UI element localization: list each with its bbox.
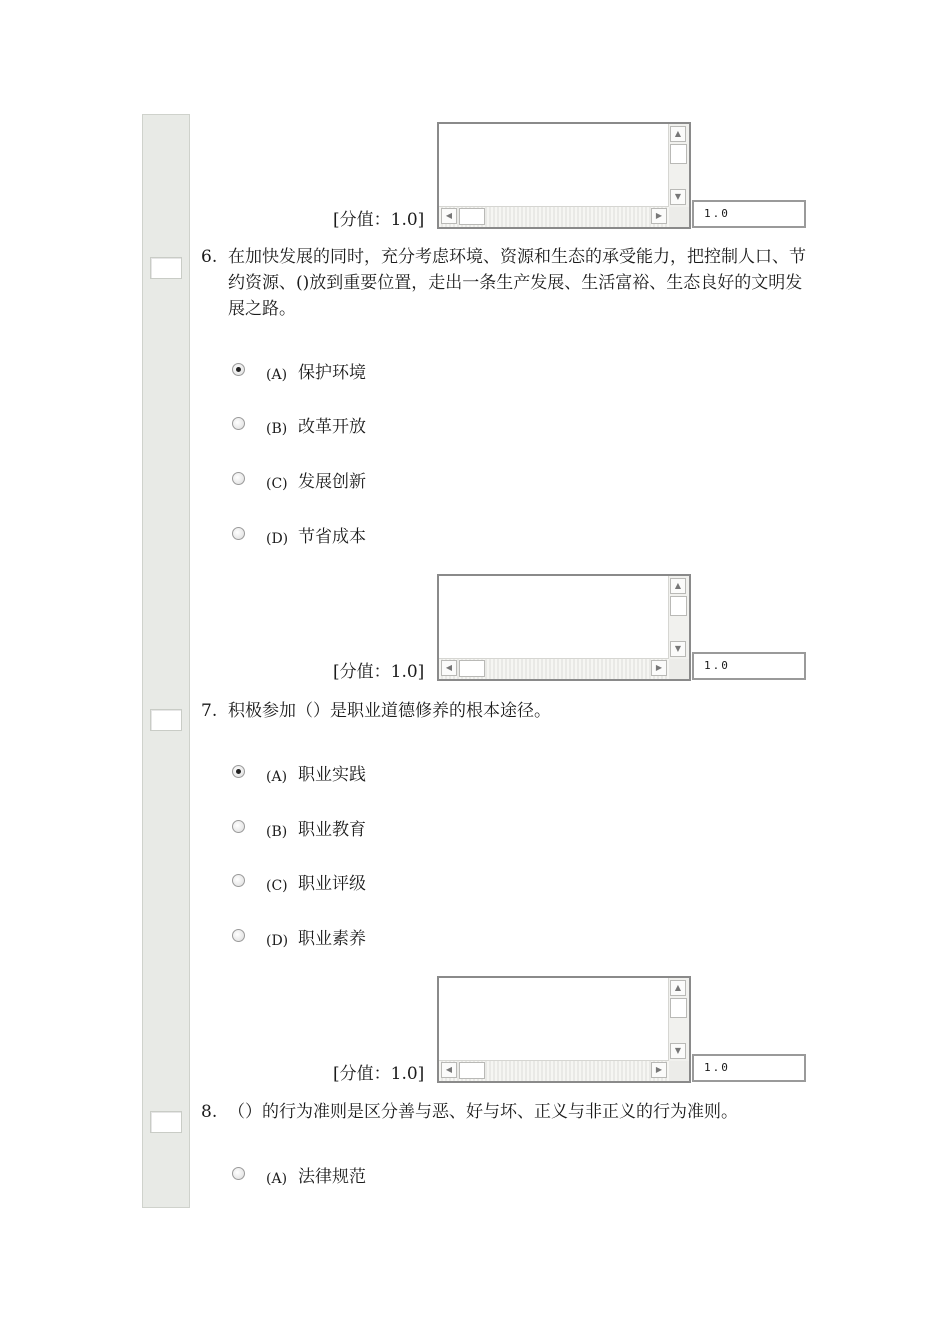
option-text: 职业教育 — [298, 820, 366, 840]
vertical-scrollbar[interactable] — [668, 978, 689, 1061]
scroll-thumb[interactable] — [459, 660, 485, 677]
scroll-right-icon[interactable]: ▶ — [651, 1062, 667, 1078]
option-letter: (A) — [266, 769, 288, 785]
option-text: 改革开放 — [298, 417, 366, 437]
scroll-right-icon[interactable]: ▶ — [651, 660, 667, 676]
horizontal-scrollbar[interactable] — [439, 1060, 669, 1081]
score-field[interactable]: 1.0 — [692, 1054, 806, 1082]
radio-button[interactable] — [232, 527, 245, 540]
scrollbar-corner — [669, 659, 689, 679]
question-number: 7. — [201, 701, 218, 721]
option-letter: (C) — [266, 878, 288, 894]
option-letter: (B) — [266, 824, 288, 840]
scroll-up-icon[interactable]: ▲ — [670, 126, 686, 142]
vertical-scrollbar[interactable] — [668, 576, 689, 659]
option-text: 节省成本 — [298, 527, 366, 547]
scroll-left-icon[interactable]: ◀ — [441, 660, 457, 676]
answer-textarea[interactable] — [437, 574, 691, 681]
scroll-thumb[interactable] — [670, 998, 687, 1018]
score-field[interactable]: 1.0 — [692, 200, 806, 228]
option-text: 职业评级 — [298, 874, 366, 894]
scroll-thumb[interactable] — [459, 1062, 485, 1079]
horizontal-scrollbar[interactable] — [439, 206, 669, 227]
question-mark-checkbox[interactable] — [150, 709, 182, 731]
score-field[interactable]: 1.0 — [692, 652, 806, 680]
scroll-down-icon[interactable]: ▼ — [670, 1043, 686, 1059]
radio-button[interactable] — [232, 820, 245, 833]
option-letter: (D) — [266, 531, 289, 547]
scroll-left-icon[interactable]: ◀ — [441, 1062, 457, 1078]
scrollbar-corner — [669, 1061, 689, 1081]
scroll-right-icon[interactable]: ▶ — [651, 208, 667, 224]
question-number: 6. — [201, 247, 218, 267]
question-text — [201, 1099, 816, 1125]
radio-button[interactable] — [232, 417, 245, 430]
question-text — [201, 244, 816, 322]
option-text: 职业素养 — [298, 929, 366, 949]
option-letter: (D) — [266, 933, 289, 949]
radio-button-selected[interactable] — [232, 363, 245, 376]
question-body: （）的行为准则是区分善与恶、好与坏、正义与非正义的行为准则。 — [228, 1102, 738, 1122]
question-mark-checkbox[interactable] — [150, 257, 182, 279]
option-text: 职业实践 — [298, 765, 366, 785]
question-text — [201, 698, 816, 724]
question-body: 在加快发展的同时，充分考虑环境、资源和生态的承受能力，把控制人口、节约资源、()放到重要位置，走出一条生产发展、生活富裕、生态良好的文明发展之路。 — [228, 247, 806, 319]
answer-textarea[interactable] — [437, 976, 691, 1083]
scrollbar-corner — [669, 207, 689, 227]
answer-textarea[interactable] — [437, 122, 691, 229]
score-label: [分值：1.0] — [333, 210, 425, 230]
score-label: [分值：1.0] — [333, 1064, 425, 1084]
question-body: 积极参加（）是职业道德修养的根本途径。 — [228, 701, 551, 721]
vertical-scrollbar[interactable] — [668, 124, 689, 207]
option-text: 法律规范 — [298, 1167, 366, 1187]
horizontal-scrollbar[interactable] — [439, 658, 669, 679]
scroll-thumb[interactable] — [459, 208, 485, 225]
scroll-left-icon[interactable]: ◀ — [441, 208, 457, 224]
scroll-down-icon[interactable]: ▼ — [670, 189, 686, 205]
radio-button[interactable] — [232, 472, 245, 485]
scroll-thumb[interactable] — [670, 596, 687, 616]
scroll-up-icon[interactable]: ▲ — [670, 578, 686, 594]
option-letter: (A) — [266, 1171, 288, 1187]
radio-button[interactable] — [232, 929, 245, 942]
radio-button[interactable] — [232, 1167, 245, 1180]
option-letter: (C) — [266, 476, 288, 492]
option-text: 保护环境 — [298, 363, 366, 383]
scroll-thumb[interactable] — [670, 144, 687, 164]
option-letter: (A) — [266, 367, 288, 383]
radio-button[interactable] — [232, 874, 245, 887]
scroll-down-icon[interactable]: ▼ — [670, 641, 686, 657]
score-label: [分值：1.0] — [333, 662, 425, 682]
option-text: 发展创新 — [298, 472, 366, 492]
scroll-up-icon[interactable]: ▲ — [670, 980, 686, 996]
radio-button-selected[interactable] — [232, 765, 245, 778]
option-letter: (B) — [266, 421, 288, 437]
question-number: 8. — [201, 1102, 218, 1122]
question-mark-checkbox[interactable] — [150, 1111, 182, 1133]
